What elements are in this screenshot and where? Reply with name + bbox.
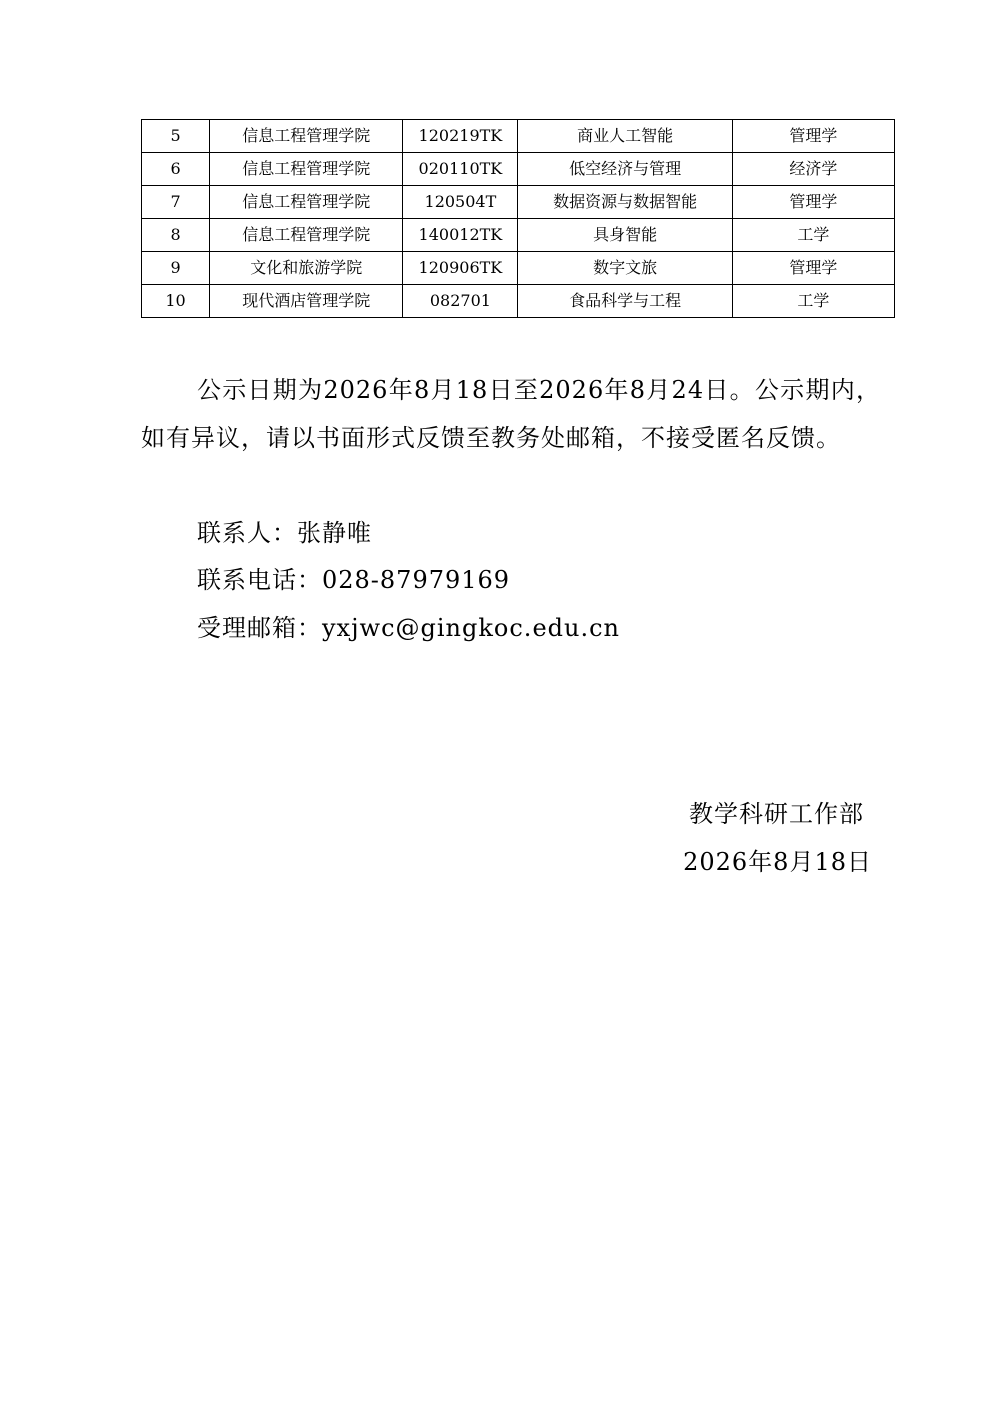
major-name: 具身智能 xyxy=(518,219,732,252)
major-code: 140012TK xyxy=(403,219,518,252)
table-row xyxy=(142,285,895,318)
discipline-category: 管理学 xyxy=(732,252,894,285)
table-row xyxy=(142,153,895,186)
table-row xyxy=(142,186,895,219)
row-number: 8 xyxy=(142,219,210,252)
notice-paragraph: 公示日期为2026年8月18日至2026年8月24日。公示期内，如有异议，请以书面形式反馈至教务处邮箱，不接受匿名反馈。 xyxy=(141,376,881,452)
discipline-category: 工学 xyxy=(732,285,894,318)
major-name: 数字文旅 xyxy=(518,252,732,285)
table-row xyxy=(142,120,895,153)
row-number: 5 xyxy=(142,120,210,153)
college-name: 现代酒店管理学院 xyxy=(210,285,403,318)
college-name: 信息工程管理学院 xyxy=(210,153,403,186)
major-code: 082701 xyxy=(403,285,518,318)
table-row xyxy=(142,219,895,252)
major-code: 120906TK xyxy=(403,252,518,285)
college-name: 信息工程管理学院 xyxy=(210,219,403,252)
college-name: 文化和旅游学院 xyxy=(210,252,403,285)
major-code: 020110TK xyxy=(403,153,518,186)
row-number: 9 xyxy=(142,252,210,285)
major-code: 120504T xyxy=(403,186,518,219)
college-name: 信息工程管理学院 xyxy=(210,186,403,219)
contact-phone: 联系电话：028-87979169 xyxy=(197,566,511,594)
college-name: 信息工程管理学院 xyxy=(210,120,403,153)
major-name: 低空经济与管理 xyxy=(518,153,732,186)
signature-date: 2026年8月18日 xyxy=(683,848,872,876)
row-number: 7 xyxy=(142,186,210,219)
contact-person: 联系人：张静唯 xyxy=(197,519,372,547)
majors-table xyxy=(141,119,895,318)
contact-email: 受理邮箱：yxjwc@gingkoc.edu.cn xyxy=(197,614,620,642)
major-name: 数据资源与数据智能 xyxy=(518,186,732,219)
major-name: 商业人工智能 xyxy=(518,120,732,153)
discipline-category: 工学 xyxy=(732,219,894,252)
major-name: 食品科学与工程 xyxy=(518,285,732,318)
discipline-category: 经济学 xyxy=(732,153,894,186)
discipline-category: 管理学 xyxy=(732,186,894,219)
table-row xyxy=(142,252,895,285)
major-code: 120219TK xyxy=(403,120,518,153)
discipline-category: 管理学 xyxy=(732,120,894,153)
row-number: 6 xyxy=(142,153,210,186)
signature-department: 教学科研工作部 xyxy=(689,800,864,828)
row-number: 10 xyxy=(142,285,210,318)
